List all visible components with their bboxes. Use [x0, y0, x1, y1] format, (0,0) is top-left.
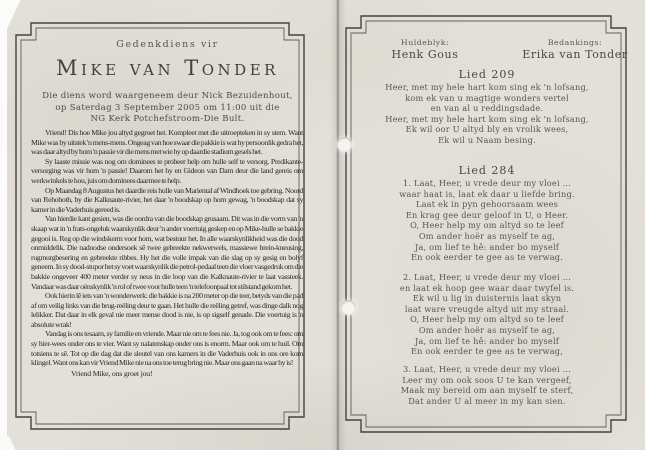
closing-line: Vriend Mike, ons groet jou!: [71, 368, 153, 378]
service-header: [30, 39, 305, 126]
verse-line: O, Heer help my om altyd so te leef: [410, 220, 564, 231]
verse-line: Om ander hoër as myself te ag,: [418, 324, 556, 335]
verse-line: Ek wil u lig in duisternis laat skyn: [412, 293, 562, 304]
lied-284-stanza-1: [352, 178, 622, 263]
verse-line: Maak my bereid om aan myself te sterf,: [400, 385, 574, 396]
service-type-label: Gedenkdiens vir: [116, 39, 219, 50]
verse-line: Dat ander U al meer in my kan sien.: [408, 395, 566, 406]
verse-line: Laat ek in pyn gehoorsaam wees: [415, 199, 559, 210]
verse-line: waar haat is, laat ek daar u liefde bring.: [399, 188, 575, 199]
tribute-label: Bedankings:: [547, 38, 603, 47]
lied-284-stanza-2: [352, 272, 622, 357]
tribute-bedankings: [510, 38, 640, 61]
verse-line: 3. Laat, Heer, u vrede deur my vloei ...: [402, 364, 572, 374]
verse-line: Heer, met my hele hart kom sing ek 'n lofsang,: [385, 82, 589, 92]
verse-line: En krag gee deur geloof in U, o Heer.: [405, 209, 569, 220]
verse-line: En ook eerder te gee as te verwag.: [410, 252, 564, 263]
verse-line: 2. Laat, Heer, u vrede deur my vloei ...: [402, 272, 572, 282]
verse-line: Heer, met my hele hart kom sing ek 'n lofsang,: [385, 113, 589, 124]
eulogy-paragraph: Op Maandag 8 Augustus het daardie reis hulle van Mariental af Windhoek toe gebring. Noord van Rehoboth, by die Kalknaute-rivier, het daar 'n boodskap op hom gewag, 'n boodskap dat sy kamer in die Vaderhuis gereed is.: [31, 185, 303, 214]
song-title-lied-209: Lied 209: [458, 68, 516, 81]
verse-line: Ja, om lief te hê: ander bo myself: [414, 335, 559, 346]
service-detail-line: NG Kerk Potchefstroom-Die Bult.: [90, 114, 245, 125]
service-details: [30, 91, 305, 126]
lied-209-stanza: [352, 82, 622, 146]
eulogy-paragraph: Sy laaste missie was nog om dominees te probeer help om hulle self te versorg. Predikante-versorging was vir hom 'n passie! Daarom het hy en Gideon van Dam deur die land gereis om werkwinkels te hou, juis om dominees daarmee te help.: [31, 156, 303, 185]
tribute-name: Henk Gous: [391, 48, 459, 61]
tribute-huldeblyk: [365, 38, 485, 61]
verse-line: Ja, om lief te hê: ander bo myself: [414, 241, 559, 252]
verse-line: Om ander hoër as myself te ag,: [418, 230, 556, 241]
eulogy-paragraph: Vandag is ons tesaam, sy familie en vriende. Maar nie om te fees nie. Ja, tog ook om te fees: om sy hier-wees onder ons te vier. Want sy nalatenskap onder ons is enorm. Maar ook om te huil. Om totsiens te sê. Tot op die dag dat die sleutel van ons kamers in die Vaderhuis ook in ons ore kom klingel. Want ons kan vir Vriend Mike nie na ons toe terug bring nie. Maar ons gaan na waar hy is!: [31, 329, 303, 368]
eulogy-paragraph: Van hierdie kant gesien, was die oordra van die boodskap grusaam. Dit was in die vorm van 'n skaap wat in 'n frats-ongeluk waarskynlik deur 'n ander voertuig geskep en op Mike-hulle se bakkie gegooi is. Reg op die windskerm voor hom, wat bestuur het. In alle waarskynlikheid was die dood onmiddelik. Die nadoodse ondersoek sê twee gebreekte nekwerwels, massiewe brein-kneusing, rugmurgbesering en gebreekte ribbes. Hy het die volle impak van die slag op sy gesig en bolyf geneem. In sy dood-stupor het sy voet waarskynlik die petrol-pedaal teen die vloer vasgedruk om die bakkie ongeveer 400 meter verder sy neus in die loop van die Kalknaute-rivier te laat vassteek. Vandaar was daar oënskynlik 'n rol of twee voor hulle teen 'n telefoonpaal tot stilstand gekom het.: [31, 214, 303, 291]
verse-line: O, Heer help my om altyd so te leef: [410, 314, 564, 325]
verse-line: Ek wil u Naam besing.: [438, 134, 536, 145]
center-fold: [330, 0, 346, 450]
lied-284-stanza-3: [352, 364, 622, 406]
verse-line: kom ek van u magtige wonders vertel: [405, 92, 569, 103]
deceased-name-title: Mike van Tonder: [56, 56, 279, 80]
tribute-label: Huldeblyk:: [400, 38, 450, 47]
eulogy-paragraphs: [31, 128, 303, 368]
eulogy-text: [31, 128, 303, 378]
service-detail-line: Die diens word waargeneem deur Nick Bezuidenhout,: [42, 91, 293, 101]
verse-line: 1. Laat, Heer, u vrede deur my vloei ...: [402, 178, 572, 188]
service-detail-line: op Saterdag 3 September 2005 om 11:00 uit die: [55, 102, 280, 113]
punch-hole: [337, 137, 352, 152]
verse-line: Ek wil oor U altyd bly en vrolik wees,: [405, 124, 569, 135]
verse-line: en van al u reddingsdade.: [430, 103, 544, 114]
eulogy-paragraph: Ook hierin lê iets van 'n wonderwerk: die bakkie is na 200 meter op die teer, betyds van die pad af om veilig links van die brug-reëling deur te gaan. Het hulle die reëling getref, was dinge dalk nog lelikker. Dat daar in elk geval nie meer mense dood is nie, is op sigself genade. Die voertuig is 'n absolute wrak!: [31, 291, 303, 329]
verse-line: en laat ek hoop gee waar daar twyfel is.: [399, 282, 575, 293]
verse-line: En ook eerder te gee as te verwag,: [410, 346, 564, 357]
verse-line: Leer my om ook soos U te kan vergeef,: [402, 374, 572, 385]
verse-line: laat ware vreugde altyd uit my straal.: [404, 303, 570, 314]
tribute-name: Erika van Tonder: [522, 48, 628, 61]
song-title-lied-284: Lied 284: [458, 164, 516, 177]
eulogy-paragraph: Vriend! Dis hoe Mike jou altyd gegroet het. Kompleet met die uitroepteken in sy stem. Want Mike was by uitstek 'n mens-mens. Ongeag van hoe swaar die pakkie is wat hy persoonlik gedra het, was daar altyd by hom 'n passie vir die mens met wie hy op daardie stadium gesels het.: [31, 128, 303, 157]
